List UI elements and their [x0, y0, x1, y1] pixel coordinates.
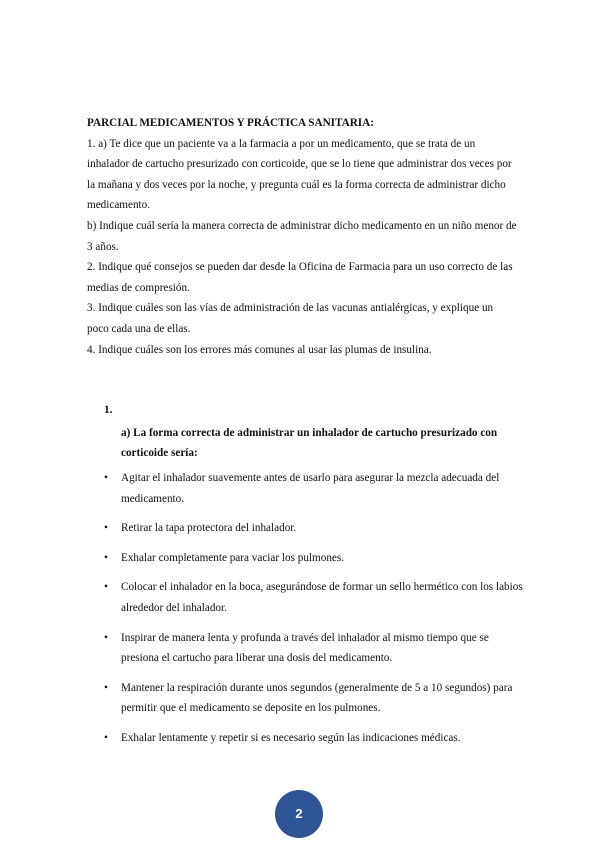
question-1a: 1. a) Te dice que un paciente va a la farmacia a por un medicamento, que se trata de un inhalador de cartucho presurizado con corticoide, que se lo tiene que administrar dos veces por la mañana y dos veces por la noche, y pregunta cuál es la forma correcta de administrar dicho medicamento.: [87, 137, 512, 212]
steps-list: [104, 468, 524, 758]
list-item: • Mantener la respiración durante unos segundos (generalmente de 5 a 10 segundos) para permitir que el medicamento se deposite en los pulmones.: [104, 678, 524, 719]
question-1b: b) Indique cuál sería la manera correcta de administrar dicho medicamento en un niño menor de 3 años.: [87, 219, 517, 253]
bullet-icon: •: [104, 681, 108, 694]
list-item: • Inspirar de manera lenta y profunda a través del inhalador al mismo tiempo que se presiona el cartucho para liberar una dosis del medicamento.: [104, 628, 524, 669]
bullet-icon: •: [104, 731, 108, 744]
answer-section: [104, 400, 524, 464]
bullet-icon: •: [104, 551, 108, 564]
document-title: PARCIAL MEDICAMENTOS Y PRÁCTICA SANITARIA:: [87, 117, 374, 129]
question-2: 2. Indique qué consejos se pueden dar desde la Oficina de Farmacia para un uso correcto de las medias de compresión.: [87, 261, 513, 294]
list-item: • Exhalar completamente para vaciar los pulmones.: [104, 548, 524, 569]
list-item: • Retirar la tapa protectora del inhalador.: [104, 518, 524, 539]
exam-questions: [87, 113, 517, 360]
question-4: 4. Indique cuáles son los errores más comunes al usar las plumas de insulina.: [87, 343, 432, 356]
answer-heading: a) La forma correcta de administrar un inhalador de cartucho presurizado con corticoide sería:: [121, 426, 498, 460]
page-number-badge: 2: [275, 790, 323, 838]
list-item: • Colocar el inhalador en la boca, asegurándose de formar un sello hermético con los labios alrededor del inhalador.: [104, 577, 524, 618]
list-item: • Exhalar lentamente y repetir si es necesario según las indicaciones médicas.: [104, 728, 524, 749]
bullet-icon: •: [104, 522, 108, 535]
bullet-icon: •: [104, 631, 108, 644]
bullet-icon: •: [104, 472, 108, 484]
bullet-icon: •: [104, 581, 108, 594]
list-item: • Agitar el inhalador suavemente antes de usarlo para asegurar la mezcla adecuada del medicamento.: [104, 468, 524, 509]
question-3: 3. Indique cuáles son las vías de administración de las vacunas antialérgicas, y explique un poco cada una de ellas.: [87, 302, 494, 335]
answer-number: 1.: [104, 404, 113, 416]
